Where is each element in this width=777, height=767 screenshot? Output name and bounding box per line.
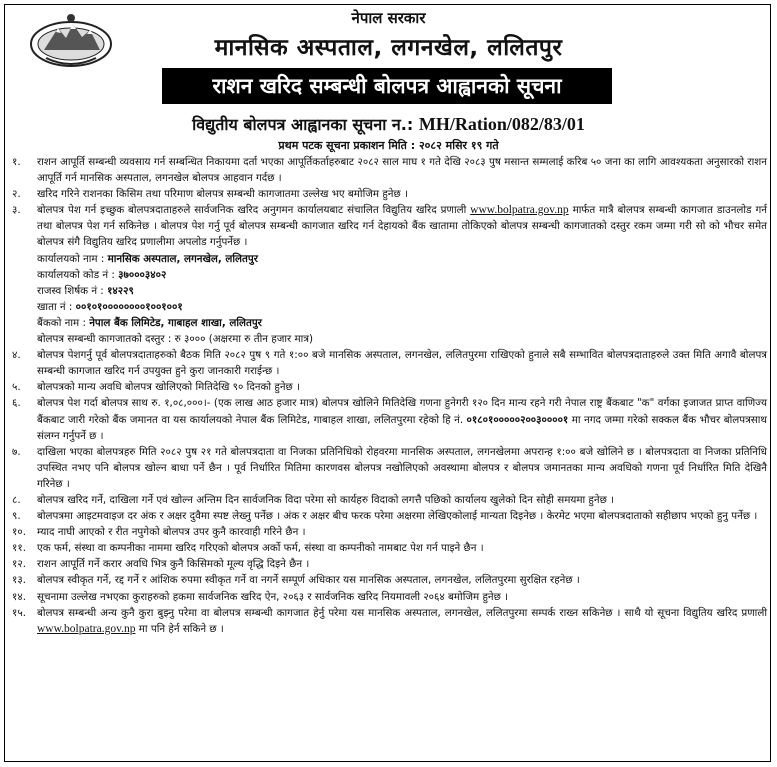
item-text-part: मा नगद जम्मा गरेको सक्कल बैंक भौचर बोलपत्रसाथ संलग्न गर्नुपर्ने छ । bbox=[37, 413, 767, 442]
revenue-head-value: १४२२९ bbox=[107, 284, 134, 297]
list-item bbox=[12, 186, 767, 202]
item-text-part: मा पनि हेर्न सकिने छ । bbox=[138, 622, 224, 635]
bank-row bbox=[37, 315, 767, 331]
office-code-value: ३७०००३४०२ bbox=[118, 268, 167, 281]
item-text: बोलपत्र पेशगर्नु पूर्व बोलपत्रदाताहरुको बैठक मिति २०८२ पुष ९ गते १:०० बजे मानसिक अस्पताल, लगनखेल, ललितपुरमा राखिएको हुनाले सबै सम्भावित बोलपत्रदाताहरुले उक्त मिति अगावै बोलपत्र सम्बन्धी कागजात खरिद गर्न उपयुक्त हुने कुरा जानकारी गराईन्छ । bbox=[37, 349, 767, 378]
bank-label: बैंकको नाम : bbox=[37, 316, 86, 329]
item-number: ६. bbox=[12, 397, 21, 410]
list-item bbox=[12, 379, 767, 395]
account-value: ००१०१००००००००१००१००१ bbox=[75, 300, 183, 313]
item-text: बोलपत्र खरिद गर्ने, दाखिला गर्ने एवं खोल्न अन्तिम दिन सार्वजनिक विदा परेमा सो कार्यहरु विदाको लगत्तै पछिको कार्यालय खुलेको दिन सोही समयमा हुनेछ । bbox=[37, 493, 615, 506]
reference-label: विद्युतीय बोलपत्र आह्वानका सूचना न.: bbox=[192, 115, 414, 134]
list-item bbox=[12, 444, 767, 492]
office-heading: मानसिक अस्पताल, लगनखेल, ललितपुर bbox=[214, 35, 563, 61]
item-number: ९. bbox=[12, 510, 21, 523]
account-label: खाता नं : bbox=[37, 300, 73, 313]
item-text: राशन आपूर्ति सम्बन्धी व्यवसाय गर्न सम्बन्धित निकायमा दर्ता भएका आपूर्तिकर्ताहरुबाट २०८२ साल माघ १ गते देखि २०८३ पुष मसान्त सम्मलाई करिब ५० जना का लागि आवश्यकता अनुसारको राशन आपूर्ति गर्न मानसिक अस्पताल, लगनखेल बोलपत्र आहवान गर्दछ । bbox=[37, 156, 767, 185]
list-item bbox=[12, 540, 767, 556]
item-text bbox=[37, 605, 767, 637]
item-number: १. bbox=[12, 156, 21, 168]
bolpatra-link[interactable]: www.bolpatra.gov.np bbox=[470, 204, 569, 217]
list-item bbox=[12, 524, 767, 540]
notice-body bbox=[12, 154, 767, 637]
item-text: राशन आपूर्ति गर्ने करार अवधि भित्र कुनै किसिमको मूल्य वृद्धि दिइने छैन । bbox=[37, 558, 310, 571]
item-text: बोलपत्र स्वीकृत गर्ने, रद्द गर्ने र आंशिक रुपमा स्वीकृत गर्ने वा नगर्ने सम्पूर्ण अधिकार यस मानसिक अस्पताल, लगनखेल, ललितपुरमा सुरक्षित रहनेछ । bbox=[37, 574, 580, 587]
list-item bbox=[12, 589, 767, 605]
list-item bbox=[12, 492, 767, 508]
item-number: ८. bbox=[12, 493, 21, 506]
item-number: ११. bbox=[12, 542, 26, 555]
item-text: दाखिला भएका बोलपत्रहरु मिति २०८२ पुष २१ गते बोलपत्रदाता वा निजका प्रतिनिधिको रोहवरमा मानसिक अस्पताल, लगनखेलमा अपरान्ह १:०० बजे खोलिने छ । बोलपत्रदाता वा निजका प्रतिनिधि उपस्थित नभए पनि बोलपत्र खोल्न बाधा पर्ने छैन । पूर्व निर्धारित मितिमा कारणवस बोलपत्र नखोलिएको अवस्थामा बोलपत्र र बोलपत्र जमानतका मान्य अवधिको गणना पूर्व निर्धारित मिति देखिनै गरिनेछ । bbox=[37, 445, 767, 490]
list-item bbox=[12, 395, 767, 443]
item-text-part: बोलपत्र सम्बन्धी अन्य कुनै कुरा बुझ्नु परेमा वा बोलपत्र सम्बन्धी कागजात हेर्नु परेमा यस मानसिक अस्पताल, लगनखेल, ललितपुरमा सम्पर्क राख्न सकिनेछ । साथै यो सूचना विद्युतिय खरिद प्रणाली bbox=[37, 606, 767, 619]
revenue-head-row bbox=[37, 283, 767, 299]
fee-row: बोलपत्र सम्बन्धी कागजातको दस्तुर : रु ३००० (अक्षरमा रु तीन हजार मात्र) bbox=[37, 333, 314, 346]
list-item bbox=[12, 605, 767, 637]
item-text: एक फर्म, संस्था वा कम्पनीका नाममा खरिद गरिएको बोलपत्र अर्को फर्म, संस्था वा कम्पनीको नामबाट पेश गर्न पाइने छैन । bbox=[37, 542, 484, 555]
item-text: बोलपत्रको मान्य अवधि बोलपत्र खोलिएको मितिदेखि ९० दिनको हुनेछ । bbox=[37, 381, 300, 394]
bank-value: नेपाल बैंक लिमिटेड, गाबाहल शाखा, ललितपुर bbox=[89, 316, 262, 329]
bolpatra-link[interactable]: www.bolpatra.gov.np bbox=[37, 622, 136, 635]
item-text: बोलपत्रमा आइटमवाइज दर अंक र अक्षर दुवैमा स्पष्ट लेख्नु पर्नेछ । अंक र अक्षर बीच फरक परेमा अक्षरमा लेखिएकोलाई मान्यता दिइनेछ । केरमेट भएमा बोलपत्रदाताको सहीछाप भएको हुनु पर्नेछ । bbox=[37, 510, 758, 523]
item-text: सूचनामा उल्लेख नभएका कुराहरुको हकमा सार्वजनिक खरिद ऐन, २०६३ र सार्वजनिक खरिद नियमावली २०६४ बमोजिम हुनेछ । bbox=[37, 590, 509, 603]
item-text: खरिद गरिने राशनका किसिम तथा परिमाण बोलपत्र सम्बन्धी कागजातमा उल्लेख भए बमोजिम हुनेछ । bbox=[37, 188, 408, 201]
publication-date: प्रथम पटक सूचना प्रकाशन मिति : २०८२ मसिर १९ गते bbox=[278, 139, 499, 152]
office-code-label: कार्यालयको कोड नं : bbox=[37, 268, 115, 281]
item-text-part: बोलपत्र पेश गर्दा बोलपत्र साथ रु. १,०८,०००।- (एक लाख आठ हजार मात्र) बोलपत्र खोलिने मितिदेखि गणना हुनेगरी १२० दिन मान्य रहने गरी नेपाल राष्ट्र बैंकबाट "क" वर्गका इजाजत प्राप्त वाणिज्य बैंकबाट जारी गरेको बैंक जमानत वा यस कार्यालयको नेपाल बैंक लिमिटेड, गाबाहल शाखा, ललितपुरमा रहेको हि नं. bbox=[37, 397, 767, 426]
list-item bbox=[12, 508, 767, 524]
item-number: १२. bbox=[12, 558, 26, 571]
item-text-part: बोलपत्र पेश गर्न इच्छुक बोलपत्रदाताहरुले सार्वजनिक खरिद अनुगमन कार्यालयबाट संचालित विद्युतिय खरिद प्रणाली bbox=[37, 204, 467, 217]
item-number: ७. bbox=[12, 445, 21, 458]
revenue-head-label: राजस्व शिर्षक नं : bbox=[37, 284, 104, 297]
office-name-value: मानसिक अस्पताल, लगनखेल, ललितपुर bbox=[107, 252, 258, 265]
list-item bbox=[12, 572, 767, 588]
notice-title-banner: राशन खरिद सम्बन्धी बोलपत्र आह्वानको सूचना bbox=[162, 68, 612, 104]
item-number: १४. bbox=[12, 590, 26, 603]
item-text: म्याद नाघी आएको र रीत नपुगेको बोलपत्र उपर कुनै कारवाही गरिने छैन । bbox=[37, 526, 306, 539]
office-name-row bbox=[37, 251, 767, 267]
account-row bbox=[37, 299, 767, 315]
item-number: ३. bbox=[12, 204, 21, 217]
deposit-account-number: ०१८०१०००००२००३००००१ bbox=[466, 413, 569, 426]
item-text bbox=[37, 202, 767, 250]
item-number: २. bbox=[12, 188, 21, 201]
reference-number: MH/Ration/082/83/01 bbox=[418, 114, 585, 134]
item-number: १३. bbox=[12, 574, 26, 587]
government-heading: नेपाल सरकार bbox=[351, 9, 426, 27]
list-item bbox=[12, 154, 767, 186]
reference-line bbox=[0, 113, 777, 135]
item-number: ४. bbox=[12, 349, 21, 362]
item-text-part: मार्फत मात्रै बोलपत्र सम्बन्धी कागजात डाउनलोड गर्न तथा बोलपत्र पेश गर्न सकिनेछ । बोलपत्र पेश गर्नु पूर्व बोलपत्र सम्बन्धी कागजात खरिद गर्न देहायको बैंक खातामा तोकिएको बोलपत्र सम्बन्धी कागजातको दस्तुर रकम जम्मा गरी सो को भौचर समेत बोलपत्र संगै विद्युतिय खरिद प्रणालीमा अपलोड गर्नुपर्नेछ । bbox=[37, 204, 767, 249]
office-code-row bbox=[37, 267, 767, 283]
list-item bbox=[12, 347, 767, 379]
office-name-label: कार्यालयको नाम : bbox=[37, 252, 105, 265]
item-text bbox=[37, 395, 767, 443]
list-item bbox=[12, 202, 767, 250]
item-number: ५. bbox=[12, 381, 21, 394]
item-number: १०. bbox=[12, 526, 26, 539]
list-item bbox=[12, 556, 767, 572]
item-number: १५. bbox=[12, 606, 26, 619]
bank-details bbox=[12, 251, 767, 348]
